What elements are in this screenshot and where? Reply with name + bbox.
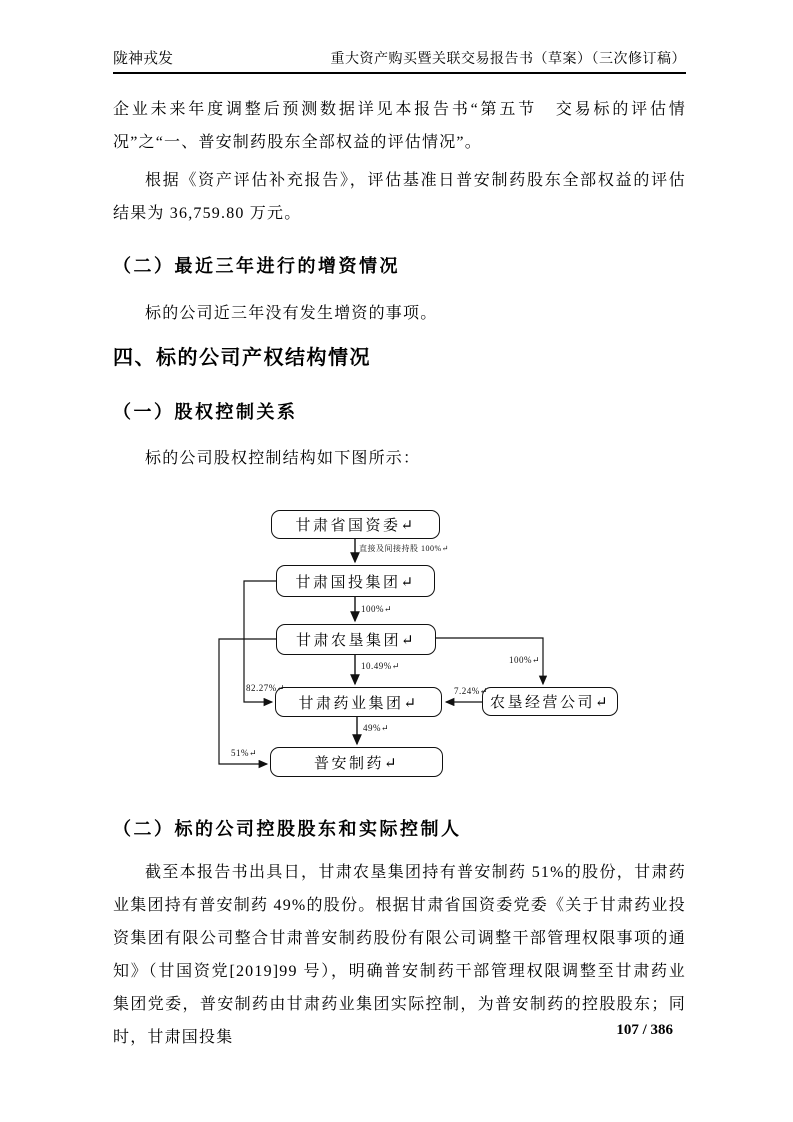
page-content <box>113 0 686 1054</box>
diagram-node-gansu-nongken-group: 甘肃农垦集团↵ <box>276 624 436 655</box>
equity-control-diagram <box>113 502 686 783</box>
edge-label-7-24pct: 7.24%↵ <box>454 686 488 696</box>
edge-label-10-49pct: 10.49%↵ <box>361 661 400 671</box>
edge-label-51pct: 51%↵ <box>231 748 258 758</box>
edge-label-49pct: 49%↵ <box>363 723 390 733</box>
paragraph-diagram-intro: 标的公司股权控制结构如下图所示： <box>145 450 421 467</box>
paragraph-controlling-shareholder: 截至本报告书出具日，甘肃农垦集团持有普安制药 51%的股份，甘肃药业集团持有普安制药 49%的股份。根据甘肃省国资委党委《关于甘肃药业投资集团有限公司整合甘肃普安制药股份有限公司调整干部管理权限事项的通知》（甘国资党[2019]99 号），明确普安制药干部管理权限调整至甘肃药业集团党委，普安制药由甘肃药业集团实际控制，为普安制药的控股股东；同时，甘肃国投集 <box>113 864 686 1046</box>
header-report-title: 重大资产购买暨关联交易报告书（草案）（三次修订稿） <box>330 52 686 67</box>
heading-capital-increase: （二）最近三年进行的增资情况 <box>113 256 400 276</box>
page-number: 107 / 386 <box>616 1022 673 1038</box>
heading-equity-control: （一）股权控制关系 <box>113 402 298 422</box>
header-company-name: 陇神戎发 <box>113 51 174 67</box>
heading-section4-ownership-structure: 四、标的公司产权结构情况 <box>113 347 371 369</box>
diagram-node-gansu-guotou-group: 甘肃国投集团↵ <box>276 565 435 597</box>
diagram-node-gansu-sasac: 甘肃省国资委↵ <box>271 510 440 539</box>
diagram-node-gansu-yaoye-group: 甘肃药业集团↵ <box>275 687 442 717</box>
paragraph-valuation-reference: 企业未来年度调整后预测数据详见本报告书“第五节 交易标的评估情况”之“一、普安制药股东全部权益的评估情况”。 <box>113 101 686 151</box>
paragraph-no-capital-increase: 标的公司近三年没有发生增资的事项。 <box>145 305 438 322</box>
diagram-node-nongken-jingying-company: 农垦经营公司↵ <box>482 687 618 716</box>
diagram-node-puan-pharma: 普安制药↵ <box>270 747 443 777</box>
edge-label-100pct-right: 100%↵ <box>509 655 541 665</box>
heading-controlling-shareholder: （二）标的公司控股股东和实际控制人 <box>113 819 462 839</box>
edge-label-100pct: 100%↵ <box>361 604 393 614</box>
edge-label-82-27pct: 82.27%↵ <box>246 683 285 693</box>
edge-label-direct-indirect-100pct: 直接及间接持股 100%↵ <box>359 544 449 553</box>
page-header <box>113 0 686 74</box>
paragraph-valuation-result: 根据《资产评估补充报告》，评估基准日普安制药股东全部权益的评估结果为 36,759.80 万元。 <box>113 172 686 222</box>
